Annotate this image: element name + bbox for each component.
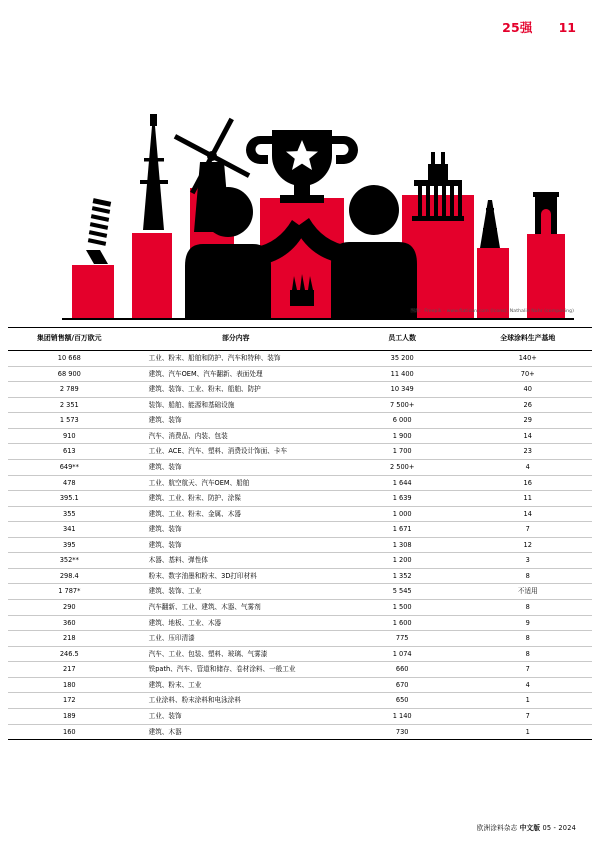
table-row xyxy=(8,491,592,507)
table-row xyxy=(8,537,592,553)
cell-content: 建筑、装饰、工业、粉末、船舶、防护 xyxy=(131,382,341,398)
pisa-tower-icon xyxy=(86,198,111,264)
cell-sales: 355 xyxy=(8,506,131,522)
cell-sites: 8 xyxy=(464,631,593,647)
cell-sites: 8 xyxy=(464,646,593,662)
cell-sales: 910 xyxy=(8,428,131,444)
eiffel-tower-icon xyxy=(140,114,168,230)
cell-content: 汽车、消费品、内装、包装 xyxy=(131,428,341,444)
table-row xyxy=(8,662,592,678)
cell-sites: 140+ xyxy=(464,351,593,367)
cell-sites: 4 xyxy=(464,459,593,475)
cell-sites: 12 xyxy=(464,537,593,553)
cell-employees: 1 308 xyxy=(341,537,464,553)
footer-edition: 中文版 xyxy=(519,824,541,832)
cell-sites: 26 xyxy=(464,397,593,413)
cell-content: 铁path、汽车、管道和储存、卷材涂料、一般工业 xyxy=(131,662,341,678)
brush-cluster-icon xyxy=(290,274,314,306)
cell-sales: 172 xyxy=(8,693,131,709)
cell-employees: 35 200 xyxy=(341,351,464,367)
cell-sites: 16 xyxy=(464,475,593,491)
cell-content: 汽车、工业、包装、塑料、玻璃、气雾漆 xyxy=(131,646,341,662)
cell-content: 建筑、汽车OEM、汽车翻新、表面处理 xyxy=(131,366,341,382)
cell-content: 建筑、装饰、工业 xyxy=(131,584,341,600)
cell-sites: 7 xyxy=(464,708,593,724)
cell-sales: 649** xyxy=(8,459,131,475)
cell-content: 建筑、工业、粉末、金属、木器 xyxy=(131,506,341,522)
cell-employees: 6 000 xyxy=(341,413,464,429)
table-row xyxy=(8,351,592,367)
image-credit: 图源：Freepik - www.flaticon.com (Icons), Nathalie Nahr (composing) xyxy=(410,309,574,314)
cell-employees: 1 671 xyxy=(341,522,464,538)
cell-sales: 1 787* xyxy=(8,584,131,600)
cell-employees: 1 074 xyxy=(341,646,464,662)
cell-employees: 1 600 xyxy=(341,615,464,631)
table-row xyxy=(8,506,592,522)
pedestal-1 xyxy=(72,265,114,320)
cell-sales: 189 xyxy=(8,708,131,724)
cell-sites: 14 xyxy=(464,506,593,522)
cell-sales: 352** xyxy=(8,553,131,569)
cell-sites: 3 xyxy=(464,553,593,569)
table-row xyxy=(8,584,592,600)
cell-content: 建筑、粉末、工业 xyxy=(131,677,341,693)
cell-sales: 2 351 xyxy=(8,397,131,413)
cell-content: 工业、装饰 xyxy=(131,708,341,724)
cell-sites: 70+ xyxy=(464,366,593,382)
cell-content: 装饰、船舶、能源和基础设施 xyxy=(131,397,341,413)
cell-content: 建筑、装饰 xyxy=(131,522,341,538)
cell-content: 木器、基料、弹性体 xyxy=(131,553,341,569)
cell-content: 工业、压印清漆 xyxy=(131,631,341,647)
table-row xyxy=(8,397,592,413)
pedestal-2 xyxy=(132,233,172,320)
cell-employees: 1 000 xyxy=(341,506,464,522)
ranking-table-wrap xyxy=(8,327,592,740)
cell-sites: 7 xyxy=(464,522,593,538)
cell-sites: 8 xyxy=(464,568,593,584)
table-row xyxy=(8,428,592,444)
cell-sites: 1 xyxy=(464,724,593,740)
table-row xyxy=(8,615,592,631)
cell-content: 建筑、木器 xyxy=(131,724,341,740)
cell-sites: 1 xyxy=(464,693,593,709)
table-row xyxy=(8,382,592,398)
footer-title: 欧洲涂料杂志 xyxy=(476,824,518,832)
cell-sales: 160 xyxy=(8,724,131,740)
cell-employees: 1 500 xyxy=(341,600,464,616)
table-row xyxy=(8,631,592,647)
cell-content: 工业、航空航天、汽车OEM、船舶 xyxy=(131,475,341,491)
cell-content: 工业、ACE、汽车、塑料、消费设计饰面、卡车 xyxy=(131,444,341,460)
table-body xyxy=(8,351,592,740)
table-row xyxy=(8,677,592,693)
cell-sales: 290 xyxy=(8,600,131,616)
cell-content: 建筑、装饰 xyxy=(131,537,341,553)
footer-issue: 05 - 2024 xyxy=(542,824,576,832)
cell-content: 粉末、数字油墨和粉末、3D打印材料 xyxy=(131,568,341,584)
cell-employees: 7 500+ xyxy=(341,397,464,413)
cell-content: 建筑、地板、工业、木器 xyxy=(131,615,341,631)
cell-content: 建筑、工业、粉末、防护、涂髹 xyxy=(131,491,341,507)
cell-employees: 775 xyxy=(341,631,464,647)
cell-sales: 68 900 xyxy=(8,366,131,382)
cell-sites: 40 xyxy=(464,382,593,398)
table-header-row xyxy=(8,328,592,351)
table-row xyxy=(8,600,592,616)
cell-sites: 4 xyxy=(464,677,593,693)
cell-sites: 29 xyxy=(464,413,593,429)
cell-sales: 395 xyxy=(8,537,131,553)
cell-sites: 8 xyxy=(464,600,593,616)
cell-employees: 1 352 xyxy=(341,568,464,584)
table-row xyxy=(8,475,592,491)
cell-sales: 478 xyxy=(8,475,131,491)
cell-sales: 341 xyxy=(8,522,131,538)
table-row xyxy=(8,444,592,460)
col-header-content: 部分内容 xyxy=(131,328,341,351)
cell-employees: 11 400 xyxy=(341,366,464,382)
cell-sites: 7 xyxy=(464,662,593,678)
cell-employees: 1 639 xyxy=(341,491,464,507)
cell-employees: 1 700 xyxy=(341,444,464,460)
cell-sales: 10 668 xyxy=(8,351,131,367)
col-header-employees: 员工人数 xyxy=(341,328,464,351)
page-footer xyxy=(477,822,576,832)
cell-sites: 23 xyxy=(464,444,593,460)
cell-employees: 660 xyxy=(341,662,464,678)
cell-employees: 10 349 xyxy=(341,382,464,398)
cell-sites: 14 xyxy=(464,428,593,444)
cell-sales: 395.1 xyxy=(8,491,131,507)
oil-derrick-icon xyxy=(480,200,500,248)
cell-content: 汽车翻新、工业、建筑、木器、气雾剂 xyxy=(131,600,341,616)
cell-employees: 1 140 xyxy=(341,708,464,724)
cell-sales: 360 xyxy=(8,615,131,631)
table-row xyxy=(8,459,592,475)
cell-sales: 1 573 xyxy=(8,413,131,429)
cell-sales: 180 xyxy=(8,677,131,693)
table-row xyxy=(8,568,592,584)
cell-content: 工业、粉末、船舶和防护、汽车和特种、装饰 xyxy=(131,351,341,367)
table-row xyxy=(8,553,592,569)
table-row xyxy=(8,366,592,382)
cell-employees: 5 545 xyxy=(341,584,464,600)
section-tag: 25强 xyxy=(502,20,533,35)
cell-content: 工业涂料、粉末涂料和电泳涂料 xyxy=(131,693,341,709)
arch-monument-icon xyxy=(533,192,559,234)
table-row xyxy=(8,724,592,740)
table-row xyxy=(8,708,592,724)
cell-employees: 650 xyxy=(341,693,464,709)
cell-sales: 246.5 xyxy=(8,646,131,662)
cell-sales: 217 xyxy=(8,662,131,678)
cell-employees: 730 xyxy=(341,724,464,740)
hero-illustration xyxy=(22,52,578,320)
cell-sales: 298.4 xyxy=(8,568,131,584)
cell-content: 建筑、装饰 xyxy=(131,413,341,429)
table-row xyxy=(8,522,592,538)
table-row xyxy=(8,693,592,709)
cell-content: 建筑、装饰 xyxy=(131,459,341,475)
col-header-sales: 集团销售额/百万欧元 xyxy=(8,328,131,351)
ranking-table xyxy=(8,327,592,740)
cell-employees: 1 644 xyxy=(341,475,464,491)
table-row xyxy=(8,413,592,429)
cell-employees: 2 500+ xyxy=(341,459,464,475)
cell-sites: 11 xyxy=(464,491,593,507)
trophy-icon xyxy=(246,130,358,203)
cell-sales: 2 789 xyxy=(8,382,131,398)
cell-sales: 613 xyxy=(8,444,131,460)
page-number: 11 xyxy=(558,20,576,35)
table-row xyxy=(8,646,592,662)
cell-sales: 218 xyxy=(8,631,131,647)
cell-employees: 1 900 xyxy=(341,428,464,444)
cell-employees: 670 xyxy=(341,677,464,693)
col-header-sites: 全球涂料生产基地 xyxy=(464,328,593,351)
cell-employees: 1 200 xyxy=(341,553,464,569)
page-header xyxy=(502,18,576,36)
ground-line xyxy=(62,318,574,320)
cell-sites: 不适用 xyxy=(464,584,593,600)
cell-sites: 9 xyxy=(464,615,593,631)
